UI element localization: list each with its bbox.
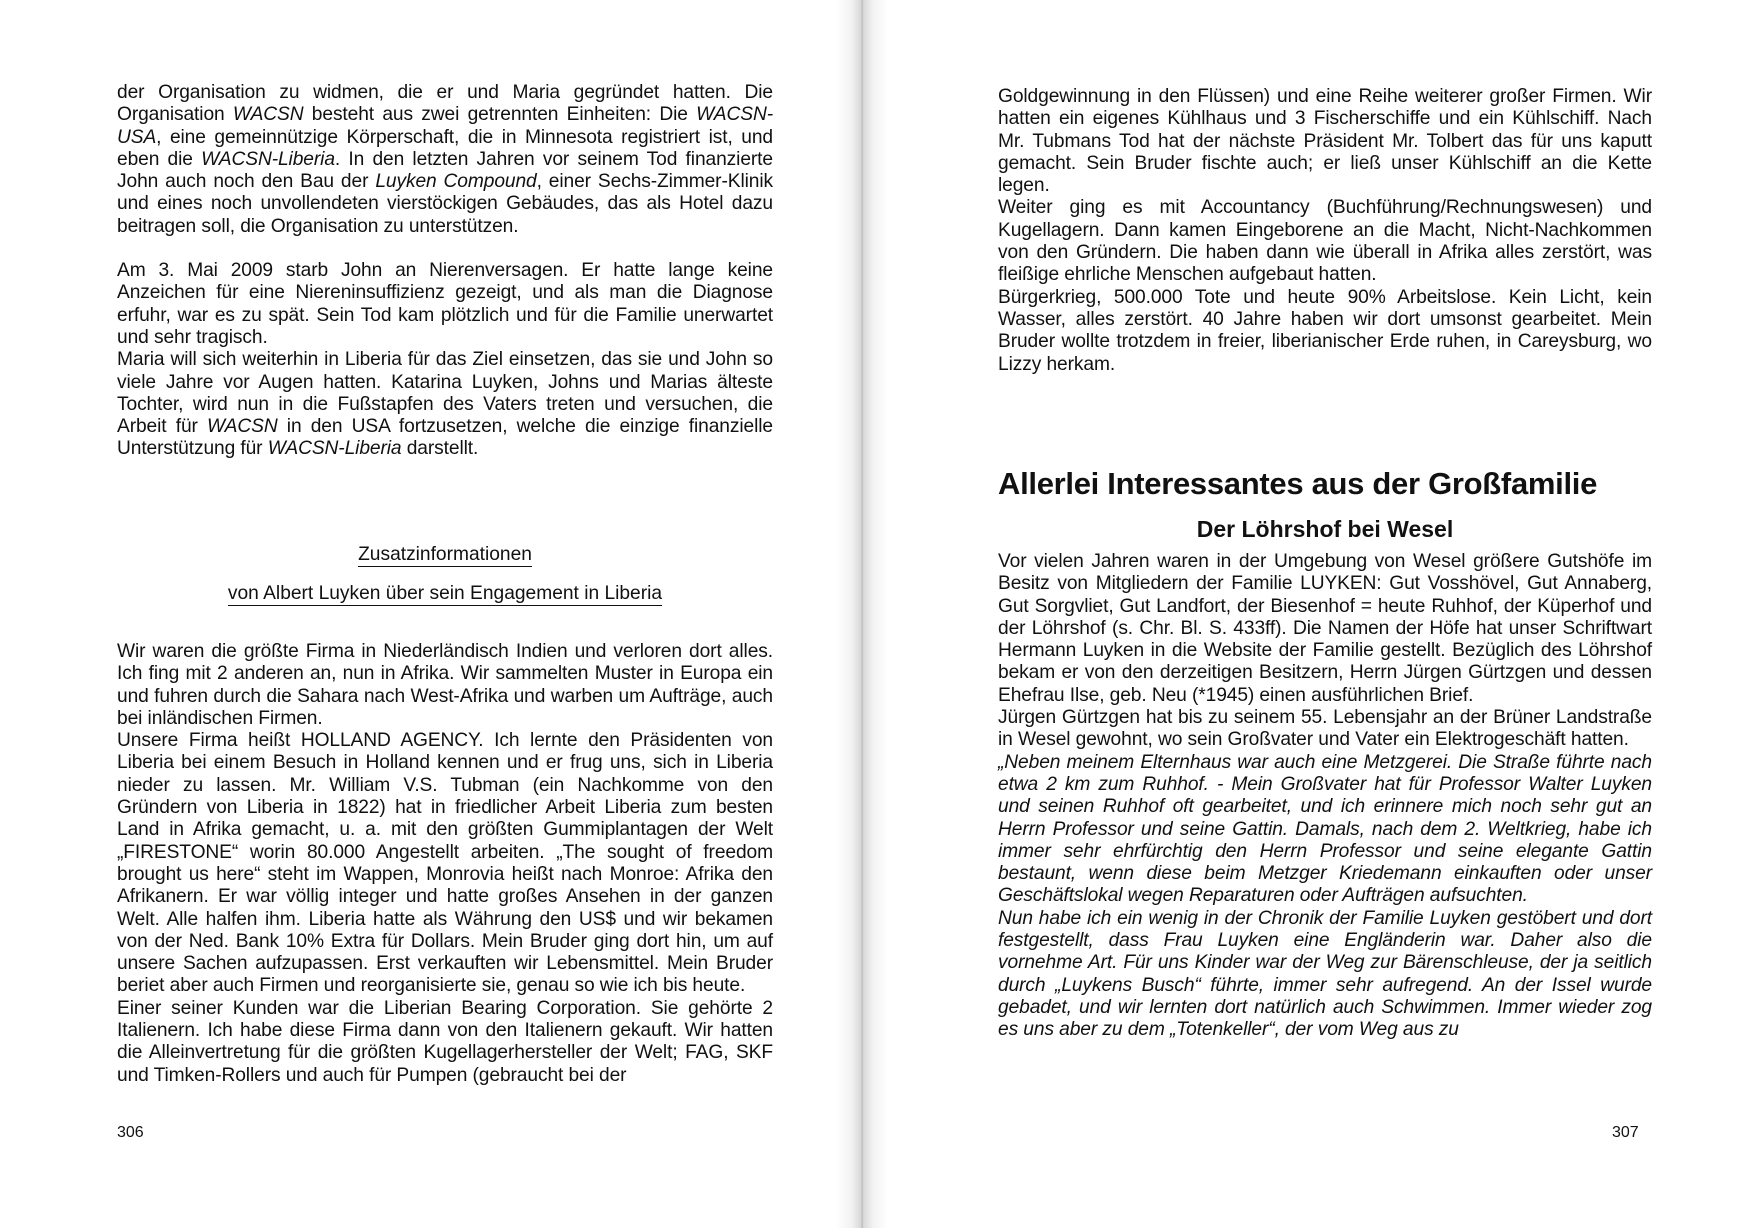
left-paragraph-2: Am 3. Mai 2009 starb John an Nierenversagen. Er hatte lange keine Anzeichen für eine Niereninsuffizienz gezeigt, und als man die Diagnose erfuhr, war es zu spät. Sein Tod kam plötzlich und für die Familie unerwartet und sehr tragisch. [117,260,773,348]
right-page [878,0,1738,1228]
left-paragraph-6: Einer seiner Kunden war die Liberian Bearing Corporation. Sie gehörte 2 Italienern. Ich habe diese Firma dann von den Italienern gekauft. Wir hatten die Alleinvertretung für die größten Kugellagerhersteller der Welt; FAG, SKF und Timken-Rollers und auch für Pumpen (gebraucht bei der [117,997,773,1086]
left-paragraph-5: Unsere Firma heißt HOLLAND AGENCY. Ich lernte den Präsidenten von Liberia bei einem Besuch in Holland kennen und er frug uns, sich in Liberia nieder zu lassen. Mr. William V.S. Tubman (ein Nachkomme von den Gründern von Liberia in 1822) hat in friedlicher Arbeit Liberia zum besten Land in Afrika gemacht, u. a. mit den größten Gummiplantagen der Welt „FIRESTONE“ worin 80.000 Angestellt arbeiten. „The sought of freedom brought us here“ steht im Wappen, Monrovia heißt nach Monroe: Afrika den Afrikanern. Er war völlig integer und hatte großes Ansehen in der ganzen Welt. Alle halfen ihm. Liberia hatte als Währung den US$ und wir bekamen von der Ned. Bank 10% Extra für Dollars. Mein Bruder ging dort hin, um auf unsere Sachen aufzupassen. Erst verkauften wir Lebensmittel. Mein Bruder beriet aber auch Firmen und reorganisierte sie, genau so wie ich bis heute. [117,730,773,997]
supplement-heading: Zusatzinformationen [358,544,532,565]
right-paragraph-1: Goldgewinnung in den Flüssen) und eine Reihe weiterer großer Firmen. Wir hatten ein eigenes Kühlhaus und 3 Fischerschiffe und ein Kühlschiff. Nach Mr. Tubmans Tod hat der nächste Präsident Mr. Tolbert das für uns kaputt gemacht. Sein Bruder fischte auch; er ließ unser Kühlschiff an die Kette legen. [998,86,1652,197]
luyken-compound-term: Luyken Compound [375,171,537,193]
wacsn-term: WACSN [232,104,304,126]
letter-quote-2: Nun habe ich ein wenig in der Chronik der Familie Luyken gestöbert und dort festgestellt, dass Frau Luyken eine Engländerin war. Daher also die vornehme Art. Für uns Kinder war der Weg zur Bärenschleuse, der ja seitlich durch „Luykens Busch“ führte, immer sehr aufregend. An der Issel wurde gebadet, und wir lernten dort natürlich auch Schwimmen. Immer wieder zog es uns aber zu dem „Totenkeller“, der vom Weg aus zu [998,907,1652,1041]
letter-quote-1: „Neben meinem Elternhaus war auch eine Metzgerei. Die Straße führte nach etwa 2 km zum Ruhhof. - Mein Großvater hat für Professor Walter Luyken und seinen Ruhhof oft gearbeitet, und ich erinnere mich noch sehr gut an Herrn Professor und seine Gattin. Damals, nach dem 2. Weltkrieg, habe ich immer sehr ehrfürchtig den Herrn Professor und seine elegante Gattin bestaunt, wenn diese beim Metzger Kriedemann einkauften oder unser Geschäftslokal wegen Reparaturen oder Aufträgen aufsuchten. [998,751,1652,907]
wacsn-liberia-term: WACSN-Liberia [201,148,335,170]
right-paragraph-2: Weiter ging es mit Accountancy (Buchführung/Rechnungswesen) und Kugellagern. Dann kamen Eingeborene an die Macht, Nicht-Nachkommen von den Gründern. Die haben dann wie überall in Afrika alles zerstört, was fleißige ehrliche Menschen aufgebaut hatten. [998,197,1652,286]
right-text-top [998,86,1652,376]
left-paragraph-1: der Organisation zu widmen, die er und Maria gegründet hatten. Die Organisation WACSN besteht aus zwei getrennten Einheiten: Die WACSN-USA, eine gemeinnützige Körperschaft, die in Minnesota registriert ist, und eben die WACSN-Liberia. In den letzten Jahren vor seinem Tod finanzierte John auch noch den Bau der Luyken Compound, einer Sechs-Zimmer-Klinik und eines noch unvollendeten vierstöckigen Gebäudes, das als Hotel dazu beitragen soll, die Organisation zu unterstützen. [117,82,773,237]
wacsn-usa-term: WACSN-USA [117,104,773,148]
wacsn-term: WACSN [207,416,278,438]
page-number-right: 307 [1612,1124,1639,1141]
left-paragraph-3: Maria will sich weiterhin in Liberia für das Ziel einsetzen, das sie und John so viele Jahre vor Augen hatten. Katarina Luyken, Johns und Marias älteste Tochter, wird nun in die Fußstapfen des Vaters treten und versuchen, die Arbeit für WACSN in den USA fortzusetzen, welche die einzige finanzielle Unterstützung für WACSN-Liberia darstellt. [117,349,774,460]
left-paragraph-4: Wir waren die größte Firma in Niederländisch Indien und verloren dort alles. Ich fing mit 2 anderen an, nun in Afrika. Wir sammelten Muster in Europa ein und fuhren durch die Sahara nach West-Afrika und warben um Aufträge, auch bei inländischen Firmen. [117,641,773,729]
right-paragraph-5: Jürgen Gürtzgen hat bis zu seinem 55. Lebensjahr an der Brüner Landstraße in Wesel gewohnt, wo sein Großvater und Vater ein Elektrogeschäft hatten. [998,707,1652,751]
left-page [0,0,860,1228]
section-title: Der Löhrshof bei Wesel [1196,516,1454,542]
right-paragraph-4: Vor vielen Jahren waren in der Umgebung von Wesel größere Gutshöfe im Besitz von Mitgliedern der Familie LUYKEN: Gut Vosshövel, Gut Annaberg, Gut Sorgvliet, Gut Landfort, der Biesenhof = heute Ruhhof, der Küperhof und der Löhrshof (s. Chr. Bl. S. 433ff). Die Namen der Höfe hat unser Schriftwart Hermann Luyken in die Website der Familie gestellt. Bezüglich des Löhrshof bekam er von den derzeitigen Besitzern, Herrn Jürgen Gürtzgen und dessen Ehefrau Ilse, geb. Neu (*1945) einen ausführlichen Brief. [998,551,1652,706]
left-text-top [117,82,773,461]
paragraph-gap [117,238,773,260]
page-number-left: 306 [117,1124,144,1141]
left-text-bottom [117,641,773,1087]
supplement-subheading: von Albert Luyken über sein Engagement in Liberia [227,583,663,604]
right-paragraph-3: Bürgerkrieg, 500.000 Tote und heute 90% Arbeitslose. Kein Licht, kein Wasser, alles zerstört. 40 Jahre haben wir dort umsonst gearbeitet. Mein Bruder wollte trotzdem in freier, liberianischer Erde ruhen, in Careysburg, wo Lizzy herkam. [998,286,1652,375]
right-text-bottom [998,551,1652,1042]
wacsn-liberia-term: WACSN-Liberia [267,438,402,460]
chapter-title: Allerlei Interessantes aus der Großfamilie [998,466,1598,501]
